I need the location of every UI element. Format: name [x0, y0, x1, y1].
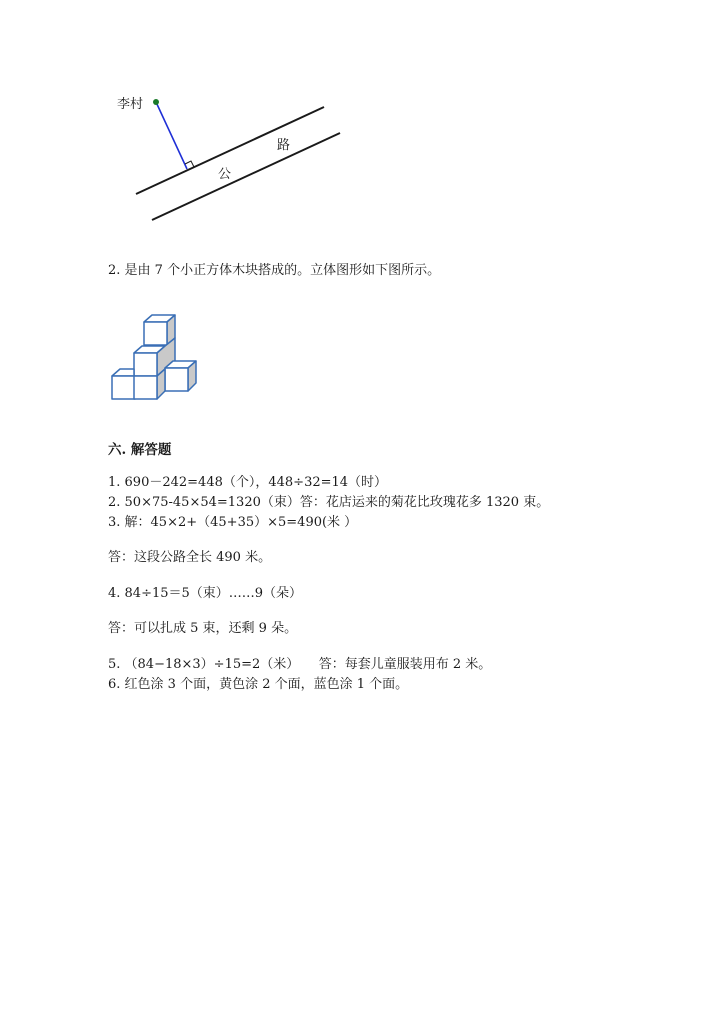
road-label-lu: 路 [277, 138, 291, 153]
answer-line: 3. 解：45×2+（45+35）×5=490(米 ） [108, 515, 358, 530]
answer-line: 答：可以扎成 5 束，还剩 9 朵。 [108, 621, 298, 636]
village-label: 李村 [117, 97, 144, 112]
cube-top [144, 315, 175, 345]
village-dot [153, 99, 159, 105]
road-label-gong: 公 [218, 167, 232, 182]
cube-bottom-left [112, 369, 135, 399]
answer-line: 6. 红色涂 3 个面，黄色涂 2 个面，蓝色涂 1 个面。 [108, 677, 409, 692]
answer-line: 1. 690－242=448（个），448÷32=14（时） [108, 475, 388, 490]
answer-line: 5. （84−18×3）÷15=2（米） 答：每套儿童服装用布 2 米。 [108, 657, 492, 672]
cube-right [165, 361, 196, 391]
road-lower-line [152, 133, 340, 220]
answer-line: 答：这段公路全长 490 米。 [108, 550, 272, 565]
section-6-title: 六. 解答题 [108, 442, 172, 458]
perpendicular-line [156, 102, 187, 169]
answer-line: 4. 84÷15＝5（束）……9（朵） [108, 586, 303, 601]
answer-line: 2. 50×75-45×54=1320（束）答：花店运来的菊花比玫瑰花多 1320 束。 [108, 495, 550, 510]
cube-stack-figure [108, 310, 203, 405]
question-2-text: 2. 是由 7 个小正方体木块搭成的。立体图形如下图所示。 [108, 263, 441, 278]
